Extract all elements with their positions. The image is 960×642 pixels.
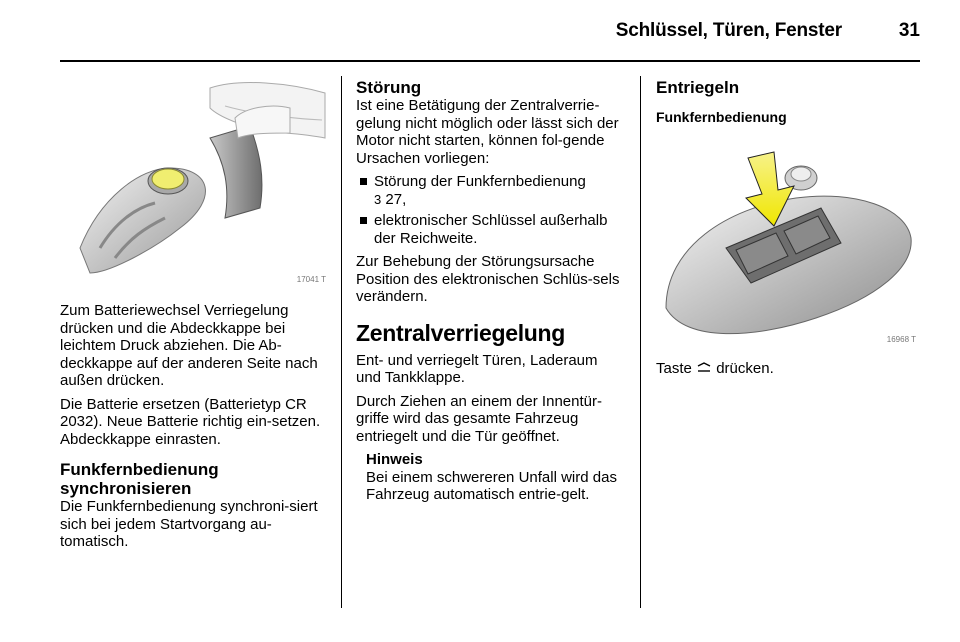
reference-arrow-icon: 3: [374, 191, 382, 207]
note-text: Bei einem schwereren Unfall wird das Fahrzeug automatisch entrie-gelt.: [366, 468, 617, 503]
unlock-caption: [656, 360, 920, 378]
sync-paragraph: Die Funkfernbedienung synchroni-siert sich bei jedem Startvorgang au-tomatisch.: [60, 498, 318, 550]
unlock-heading: Entriegeln: [656, 78, 740, 97]
note-block: [366, 451, 626, 504]
battery-type-paragraph: Die Batterie ersetzen (Batterietyp CR 2032). Neue Batterie richtig ein-setzen. Abdeckkappe einrasten.: [60, 395, 321, 448]
list-item-text: Störung der Funkfernbedienung: [374, 173, 586, 190]
list-item: [356, 173, 626, 208]
battery-replacement-figure: [60, 78, 330, 288]
column-1: [60, 78, 330, 557]
caption-before: Taste: [656, 360, 692, 377]
column-2: [356, 78, 626, 504]
fault-paragraph: Ist eine Betätigung der Zentralverrie-gelung nicht möglich oder lässt sich der Motor nicht starten, können fol-gende Ursachen vorliegen:: [356, 97, 619, 167]
list-item: [356, 212, 626, 247]
column-divider: [640, 76, 641, 608]
remote-key-illustration: [656, 138, 920, 348]
central-locking-heading: Zentralverriegelung: [356, 319, 566, 346]
caption-after: drücken.: [716, 360, 774, 377]
remote-unlock-figure: [656, 138, 920, 348]
figure-code: 16968 T: [886, 334, 916, 344]
battery-instructions-paragraph: Zum Batteriewechsel Verriegelung drücken und die Abdeckkappe bei leichtem Druck abziehen. Die Ab-deckkappe auf der anderen Seite nach außen drücken.: [60, 302, 318, 389]
bullet-square-icon: [360, 217, 367, 224]
note-title: Hinweis: [366, 451, 423, 468]
remote-control-subheading: Funkfernbedienung: [656, 109, 787, 125]
fault-heading: Störung: [356, 78, 422, 97]
column-divider: [341, 76, 342, 608]
list-item-text: elektronischer Schlüssel außerhalb der Reichweite.: [374, 212, 608, 247]
fault-causes-list: [356, 173, 626, 247]
key-battery-illustration: [60, 78, 330, 288]
page-number: 31: [898, 20, 920, 41]
column-3: [656, 78, 920, 384]
fault-remedy-paragraph: Zur Behebung der Störungsursache Position des elektronischen Schlüs-sels verändern.: [356, 253, 620, 305]
central-locking-paragraph: Ent- und verriegelt Türen, Laderaum und Tankklappe.: [356, 351, 598, 386]
bullet-square-icon: [360, 178, 367, 185]
sync-heading: Funkfernbedienung synchronisieren: [60, 460, 219, 498]
figure-code: 17041 T: [296, 274, 326, 284]
page-reference-link[interactable]: 27,: [385, 190, 407, 208]
header-rule: [60, 60, 920, 62]
door-handle-paragraph: Durch Ziehen an einem der Innentür-griffe wird das gesamte Fahrzeug entriegelt und die Tür geöffnet.: [356, 392, 602, 445]
header-title: Schlüssel, Türen, Fenster: [615, 20, 842, 41]
unlock-button-icon: [696, 362, 712, 374]
